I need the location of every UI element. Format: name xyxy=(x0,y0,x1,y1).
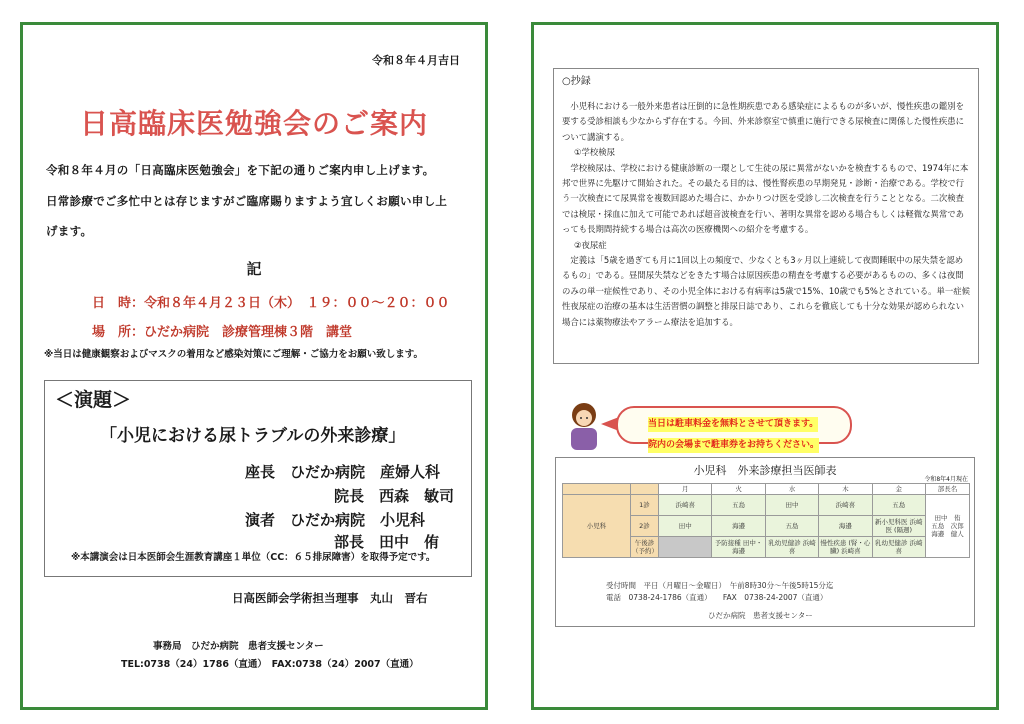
infection-notice: ※当日は健康観察およびマスクの着用など感染対策にご理解・ご協力をお願い致します。 xyxy=(44,349,423,360)
day-header: 水 xyxy=(765,484,818,495)
slot-cell: 2診 xyxy=(631,516,659,537)
slot-cell: 1診 xyxy=(631,495,659,516)
chair-affiliation: 座長 ひだか病院 産婦人科 xyxy=(245,463,441,481)
schedule-table xyxy=(562,483,970,558)
speaker-affiliation: 演者 ひだか病院 小児科 xyxy=(245,511,426,529)
intro-line-1: 令和８年４月の「日高臨床医勉強会」を下記の通りご案内申し上げます。 xyxy=(46,163,435,177)
parking-line-1: 当日は駐車料金を無料とさせて頂きます。 xyxy=(648,417,818,432)
table-corner xyxy=(563,484,631,495)
ki-heading: 記 xyxy=(246,260,262,278)
doctor-cell: 五島 xyxy=(765,516,818,537)
intro-line-3: げます。 xyxy=(46,224,93,238)
lecture-title: 「小児における尿トラブルの外来診療」 xyxy=(100,426,406,446)
nurse-mascot-icon xyxy=(564,400,604,452)
day-header: 木 xyxy=(819,484,872,495)
abstract-subheading-2: ②夜尿症 xyxy=(574,239,607,250)
slot-cell: 午後診（予約） xyxy=(631,537,659,558)
schedule-box xyxy=(555,457,975,627)
doctor-cell: 田中 xyxy=(765,495,818,516)
day-header: 金 xyxy=(872,484,925,495)
schedule-phone: 電話 0738-24-1786（直通） FAX 0738-24-2007（直通） xyxy=(606,593,828,602)
parking-notice-bubble xyxy=(616,406,852,450)
table-corner xyxy=(631,484,659,495)
event-place: 場 所：ひだか病院 診療管理棟３階 講堂 xyxy=(92,325,353,340)
doctor-cell: 浜崎喜 xyxy=(819,495,872,516)
doctor-cell: 予防接種 田中・海邉 xyxy=(712,537,765,558)
dept-cell: 小児科 xyxy=(563,495,631,558)
abstract-paragraph-1: 小児科における一般外来患者は圧倒的に急性期疾患である感染症によるものが多いが、慢性疾患の鑑別を要する受診相談も少なからず存在する。今回、外来診察室で慎重に施行できる尿検査に関係した慢性疾患について講演する。 xyxy=(562,101,965,142)
issue-date: 令和８年４月吉日 xyxy=(372,54,460,67)
doctor-cell: 乳幼児健診 浜崎喜 xyxy=(765,537,818,558)
doctor-cell: 五島 xyxy=(872,495,925,516)
parking-line-2: 院内の会場まで駐車券をお持ちください。 xyxy=(648,438,819,453)
doctor-cell: 海邉 xyxy=(819,516,872,537)
doctor-cell: 乳幼児健診 浜崎喜 xyxy=(872,537,925,558)
office-name: 事務局 ひだか病院 患者支援センター xyxy=(153,641,324,652)
speaker-name: 部長 田中 侑 xyxy=(334,533,440,551)
office-contact: TEL:0738（24）1786（直通） FAX:0738（24）2007（直通） xyxy=(121,659,419,670)
day-header: 月 xyxy=(659,484,712,495)
doctor-cell: 浜崎喜 xyxy=(659,495,712,516)
abstract-paragraph-2: 学校検尿は、学校における健康診断の一環として生徒の尿に異常がないかを検査するもので、1974年に本邦で世界に先駆けて開始された。その最たる目的は、慢性腎疾患の早期発見・診断・治療である。学校で行う一次検査にて尿異常を複数回認めた場合に、かかりつけ医を受診し二次検査を行うこととなる。二次検査では検尿・採血に加えて可能であれば超音波検査を行い、著明な異常を認める場合もしくは軽微な異常であっても長期間持続する場合は高次の医療機関への紹介を考慮する。 xyxy=(562,162,969,235)
signature: 日高医師会学術担当理事 丸山 晋右 xyxy=(232,591,428,605)
schedule-title: 小児科 外来診療担当医師表 xyxy=(693,464,837,477)
lecture-box xyxy=(44,380,472,577)
table-row xyxy=(563,495,970,516)
intro-line-2: 日常診療でご多忙中とは存じますがご臨席賜りますよう宜しくお願い申し上 xyxy=(46,194,448,208)
abstract-box xyxy=(553,68,979,364)
cme-credit-note: ※本講演会は日本医師会生涯教育講座１単位（CC：６５排尿障害）を取得予定です。 xyxy=(71,552,436,563)
abstract-heading: ○抄録 xyxy=(562,76,591,87)
reception-hours: 受付時間 平日（月曜日〜金曜日） 午前8時30分〜午後5時15分迄 xyxy=(606,581,834,590)
page-title: 日高臨床医勉強会のご案内 xyxy=(79,107,428,140)
schedule-footer: ひだか病院 患者支援センター xyxy=(708,611,813,620)
abstract-paragraph-3: 定義は「5歳を過ぎても月に1回以上の頻度で、少なくとも3ヶ月以上連続して夜間睡眠中の尿失禁を認めるもの」である。昼間尿失禁などをきたす場合は原因疾患の精査を考慮する必要があるものの、多くは夜間のみの単一症候性であり、その小児全体における有病率は5歳で15%、10歳でも5%とされている。単一症候性夜尿症の治療の基本は生活習慣の調整と排尿日誌であり、これらを徹底しても十分な効果が認められない場合には薬物療法やアラーム療法を追加する。 xyxy=(562,255,971,327)
secretary-header: 部長名 xyxy=(926,484,970,495)
chair-name: 院長 西森 敏司 xyxy=(334,487,455,505)
doctor-cell: 五島 xyxy=(712,495,765,516)
doctor-cell: 田中 xyxy=(659,516,712,537)
doctor-cell: 海邉 xyxy=(712,516,765,537)
abstract-subheading-1: ①学校検尿 xyxy=(574,147,616,158)
doctor-cell: 慢性疾患 (腎・心臓) 浜崎喜 xyxy=(819,537,872,558)
doctor-cell: 新小児科医 浜崎医 (隔週) xyxy=(872,516,925,537)
day-header: 火 xyxy=(712,484,765,495)
event-datetime: 日 時：令和８年４月２３日（木） １９：００〜２０：００ xyxy=(92,296,450,311)
secretary-cell: 田中 侑 五島 次郎 海邉 健人 xyxy=(926,495,970,558)
schedule-date: 令和8年4月現在 xyxy=(924,476,968,483)
schedule-header-row xyxy=(563,484,970,495)
doctor-cell xyxy=(659,537,712,558)
lecture-label: ＜演題＞ xyxy=(55,389,132,411)
